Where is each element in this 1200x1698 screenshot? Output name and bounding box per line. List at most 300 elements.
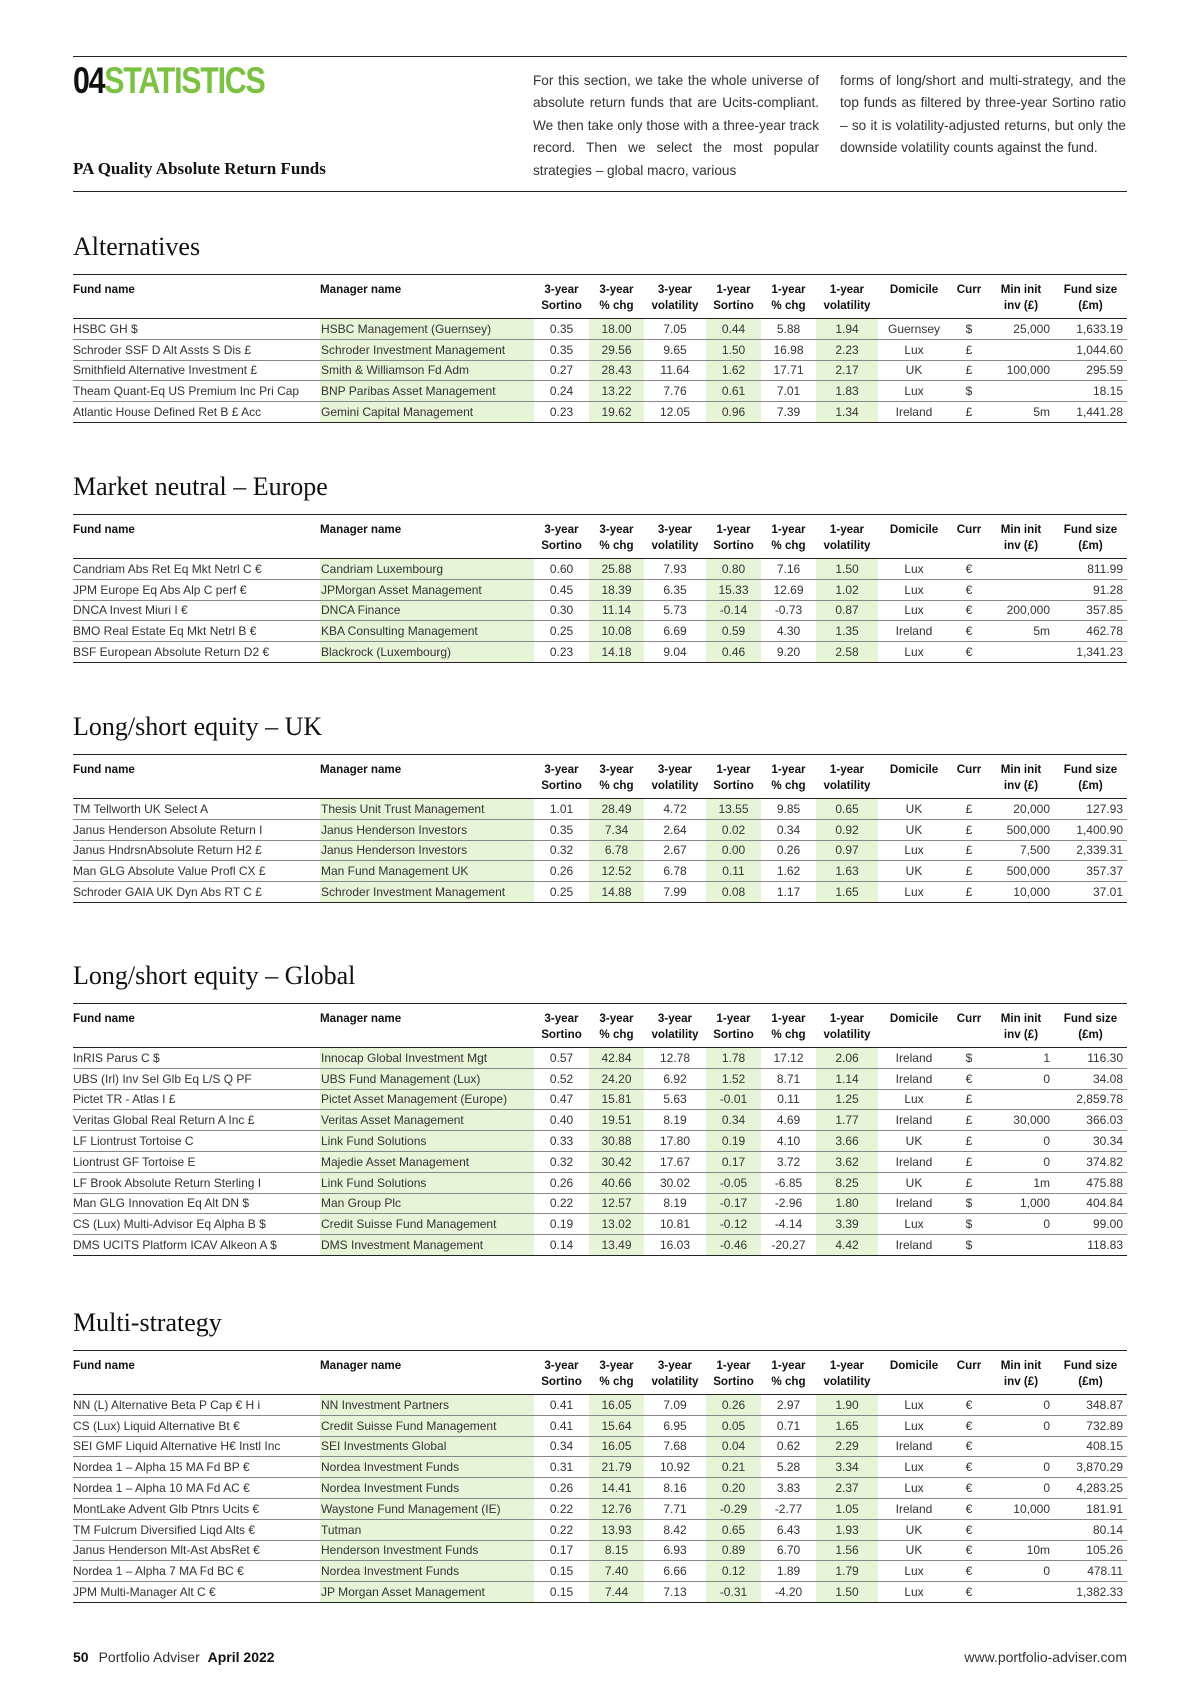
- cell-min-init-inv: [988, 1235, 1054, 1256]
- cell-1yr-volatility: 1.50: [816, 559, 878, 580]
- cell-fund-name: Nordea 1 – Alpha 15 MA Fd BP €: [73, 1457, 320, 1478]
- column-header-top: 3-year: [657, 283, 693, 296]
- cell-manager-name: Janus Henderson Investors: [320, 840, 534, 861]
- cell-3yr-pct-chg: 16.05: [589, 1436, 644, 1457]
- cell-fund-size: 348.87: [1054, 1395, 1127, 1416]
- cell-1yr-sortino: 0.96: [706, 402, 761, 423]
- column-header-top: Curr: [956, 283, 982, 296]
- cell-fund-size: 295.59: [1054, 360, 1127, 381]
- column-header-bottom: % chg: [771, 299, 806, 312]
- cell-3yr-pct-chg: 19.62: [589, 402, 644, 423]
- cell-currency: €: [950, 1436, 988, 1457]
- cell-min-init-inv: 0: [988, 1068, 1054, 1089]
- cell-1yr-pct-chg: 1.17: [776, 885, 801, 900]
- cell-currency: €: [965, 1585, 973, 1600]
- column-header-currency: [950, 755, 988, 799]
- cell-1yr-pct-chg: 9.85: [761, 799, 816, 820]
- column-header-currency: [950, 1004, 988, 1048]
- cell-1yr-volatility: 3.39: [816, 1214, 878, 1235]
- cell-manager-name: HSBC Management (Guernsey): [320, 319, 534, 340]
- column-header-1yr-volatility: [816, 515, 878, 559]
- cell-1yr-sortino: -0.29: [706, 1498, 761, 1519]
- cell-min-init-inv: 20,000: [988, 799, 1054, 820]
- cell-1yr-pct-chg: 12.69: [761, 579, 816, 600]
- fund-table: [73, 274, 1127, 423]
- cell-domicile: Ireland: [895, 1238, 933, 1253]
- cell-3yr-pct-chg: 29.56: [589, 339, 644, 360]
- column-header-bottom: volatility: [651, 1375, 699, 1388]
- cell-3yr-pct-chg: 7.34: [589, 819, 644, 840]
- column-header-top: 3-year: [599, 1359, 634, 1372]
- table-row: [73, 1561, 1127, 1582]
- cell-1yr-pct-chg: -4.20: [774, 1585, 803, 1600]
- cell-domicile: Ireland: [878, 1110, 950, 1131]
- cell-1yr-pct-chg: -2.96: [761, 1193, 816, 1214]
- cell-min-init-inv: [988, 1089, 1054, 1110]
- cell-1yr-sortino: 0.34: [706, 1110, 761, 1131]
- column-header-top: Min init: [1000, 1359, 1042, 1372]
- column-header-3yr-volatility: [644, 275, 706, 319]
- column-header-1yr-pct-chg: [761, 275, 816, 319]
- cell-currency: $: [950, 1214, 988, 1235]
- cell-1yr-sortino: 1.62: [706, 360, 761, 381]
- cell-currency: €: [950, 1415, 988, 1436]
- issue-date: April 2022: [207, 1649, 275, 1665]
- cell-domicile: Lux: [904, 645, 924, 660]
- cell-1yr-pct-chg: 6.43: [761, 1519, 816, 1540]
- cell-1yr-volatility: 1.79: [816, 1561, 878, 1582]
- cell-fund-size: 1,400.90: [1054, 819, 1127, 840]
- table-row: [73, 1068, 1127, 1089]
- cell-manager-name: Blackrock (Luxembourg): [320, 642, 534, 663]
- column-header-manager-name: [320, 755, 534, 799]
- table-row: [73, 882, 1127, 903]
- cell-3yr-volatility: 2.64: [644, 819, 706, 840]
- cell-3yr-pct-chg: 14.88: [589, 882, 644, 903]
- cell-3yr-pct-chg: 10.08: [589, 621, 644, 642]
- cell-1yr-pct-chg: -20.27: [771, 1238, 806, 1253]
- column-header-bottom: inv (£): [1003, 1375, 1039, 1388]
- column-header-top: 1-year: [829, 763, 865, 776]
- column-header-3yr-volatility: [644, 755, 706, 799]
- cell-currency: €: [950, 1395, 988, 1416]
- column-header-min-init-inv: [988, 1351, 1054, 1395]
- column-header-top: Manager name: [320, 763, 402, 776]
- column-header-manager-name: [320, 1351, 534, 1395]
- cell-1yr-volatility: 2.37: [816, 1478, 878, 1499]
- table-row: [73, 642, 1127, 663]
- cell-3yr-volatility: 30.02: [644, 1172, 706, 1193]
- cell-3yr-volatility: 5.73: [644, 600, 706, 621]
- cell-1yr-sortino: 0.17: [706, 1151, 761, 1172]
- cell-3yr-volatility: 7.76: [644, 381, 706, 402]
- cell-currency: €: [950, 621, 988, 642]
- cell-domicile: Lux: [878, 559, 950, 580]
- column-header-1yr-volatility: [816, 1351, 878, 1395]
- column-header-top: 1-year: [829, 1359, 865, 1372]
- cell-3yr-volatility: 6.93: [644, 1540, 706, 1561]
- table-row: [73, 360, 1127, 381]
- cell-fund-size: 34.08: [1054, 1068, 1127, 1089]
- cell-3yr-pct-chg: 8.15: [589, 1540, 644, 1561]
- cell-fund-name: DMS UCITS Platform ICAV Alkeon A $: [73, 1238, 277, 1253]
- publication-name: Portfolio Adviser: [98, 1649, 200, 1665]
- column-header-domicile: [878, 515, 950, 559]
- cell-min-init-inv: 1,000: [988, 1193, 1054, 1214]
- cell-min-init-inv: 10,000: [1013, 885, 1050, 900]
- cell-1yr-volatility: 8.25: [816, 1172, 878, 1193]
- cell-fund-name: LF Brook Absolute Return Sterling I: [73, 1172, 320, 1193]
- column-header-top: Domicile: [889, 1012, 939, 1025]
- cell-min-init-inv: [988, 381, 1054, 402]
- cell-3yr-volatility: 7.71: [644, 1498, 706, 1519]
- column-header-currency: [950, 275, 988, 319]
- cell-min-init-inv: 10m: [988, 1540, 1054, 1561]
- table-title: Market neutral – Europe: [73, 472, 328, 501]
- cell-domicile: Lux: [878, 339, 950, 360]
- cell-1yr-pct-chg: 0.71: [761, 1415, 816, 1436]
- cell-3yr-sortino: 0.24: [534, 381, 589, 402]
- cell-domicile: Lux: [878, 1561, 950, 1582]
- column-header-top: 1-year: [716, 1012, 751, 1025]
- cell-fund-size: 80.14: [1054, 1519, 1127, 1540]
- cell-min-init-inv: 0: [988, 1395, 1054, 1416]
- cell-fund-size: 18.15: [1054, 381, 1127, 402]
- table-row: [73, 1131, 1127, 1152]
- cell-manager-name: Henderson Investment Funds: [320, 1540, 534, 1561]
- column-header-bottom: volatility: [823, 1375, 871, 1388]
- cell-1yr-sortino: 0.46: [706, 642, 761, 663]
- cell-1yr-sortino: -0.05: [706, 1172, 761, 1193]
- cell-min-init-inv: 0: [988, 1214, 1054, 1235]
- cell-fund-size: 1,044.60: [1054, 339, 1127, 360]
- table-row: [73, 319, 1127, 340]
- cell-1yr-sortino: -0.14: [706, 600, 761, 621]
- cell-3yr-sortino: 0.19: [534, 1214, 589, 1235]
- cell-1yr-sortino: 0.21: [706, 1457, 761, 1478]
- column-header-1yr-pct-chg: [761, 755, 816, 799]
- table-section-market-neutral-europe: [73, 472, 1127, 663]
- cell-1yr-sortino: 0.65: [706, 1519, 761, 1540]
- table-row: [73, 1498, 1127, 1519]
- cell-fund-name: Theam Quant-Eq US Premium Inc Pri Cap: [73, 381, 320, 402]
- column-header-fund-name: [73, 515, 320, 559]
- column-header-bottom: (£m): [1078, 299, 1103, 312]
- cell-3yr-volatility: 17.67: [644, 1151, 706, 1172]
- table-section-alternatives: [73, 232, 1127, 423]
- column-header-manager-name: [320, 275, 534, 319]
- cell-fund-name: CS (Lux) Liquid Alternative Bt €: [73, 1415, 320, 1436]
- cell-1yr-pct-chg: 0.34: [761, 819, 816, 840]
- cell-1yr-sortino: 0.59: [706, 621, 761, 642]
- cell-fund-size: 357.37: [1054, 861, 1127, 882]
- cell-1yr-pct-chg: -6.85: [761, 1172, 816, 1193]
- cell-fund-name: JPM Europe Eq Abs Alp C perf €: [73, 579, 320, 600]
- cell-manager-name: Credit Suisse Fund Management: [320, 1415, 534, 1436]
- cell-fund-name: UBS (Irl) Inv Sel Glb Eq L/S Q PF: [73, 1068, 320, 1089]
- column-header-bottom: volatility: [823, 299, 871, 312]
- column-header-top: 3-year: [544, 1012, 579, 1025]
- cell-3yr-sortino: 0.57: [534, 1048, 589, 1069]
- column-header-top: 1-year: [716, 1359, 751, 1372]
- cell-3yr-volatility: 17.80: [644, 1131, 706, 1152]
- cell-1yr-pct-chg: 0.62: [761, 1436, 816, 1457]
- column-header-top: 3-year: [657, 523, 693, 536]
- cell-min-init-inv: 5m: [988, 621, 1054, 642]
- column-header-top: 1-year: [771, 283, 806, 296]
- cell-3yr-sortino: 0.17: [534, 1540, 589, 1561]
- column-header-fund-size: [1054, 275, 1127, 319]
- table-row: [73, 1235, 1127, 1256]
- cell-manager-name: Schroder Investment Management: [320, 882, 534, 903]
- column-header-top: 1-year: [771, 523, 806, 536]
- cell-fund-size: 118.83: [1087, 1238, 1123, 1253]
- cell-fund-name: Janus Henderson Mlt-Ast AbsRet €: [73, 1540, 320, 1561]
- cell-3yr-pct-chg: 30.88: [589, 1131, 644, 1152]
- column-header-bottom: Sortino: [541, 1375, 582, 1388]
- column-header-top: 3-year: [657, 763, 693, 776]
- column-header-manager-name: [320, 515, 534, 559]
- cell-1yr-sortino: 1.50: [706, 339, 761, 360]
- cell-3yr-pct-chg: 15.81: [589, 1089, 644, 1110]
- column-header-1yr-pct-chg: [761, 515, 816, 559]
- cell-1yr-pct-chg: 7.39: [776, 405, 801, 420]
- cell-3yr-pct-chg: 18.00: [589, 319, 644, 340]
- cell-3yr-sortino: 0.27: [534, 360, 589, 381]
- column-header-bottom: volatility: [651, 779, 699, 792]
- column-header-1yr-volatility: [816, 755, 878, 799]
- table-section-multi-strategy: [73, 1308, 1127, 1603]
- cell-currency: £: [950, 840, 988, 861]
- cell-currency: €: [950, 559, 988, 580]
- cell-manager-name: Smith & Williamson Fd Adm: [320, 360, 534, 381]
- column-header-bottom: Sortino: [713, 299, 754, 312]
- cell-fund-size: 462.78: [1054, 621, 1127, 642]
- column-header-top: 1-year: [716, 763, 751, 776]
- cell-1yr-volatility: 2.29: [816, 1436, 878, 1457]
- cell-1yr-volatility: 2.23: [816, 339, 878, 360]
- column-header-min-init-inv: [988, 275, 1054, 319]
- column-header-3yr-pct-chg: [589, 515, 644, 559]
- column-header-currency: [950, 515, 988, 559]
- table-row: [73, 381, 1127, 402]
- column-header-domicile: [878, 275, 950, 319]
- cell-3yr-pct-chg: 7.40: [589, 1561, 644, 1582]
- column-header-bottom: % chg: [771, 779, 806, 792]
- column-header-top: 3-year: [544, 283, 579, 296]
- column-header-1yr-pct-chg: [761, 1004, 816, 1048]
- column-header-top: Fund name: [73, 523, 135, 536]
- cell-1yr-volatility: 1.65: [816, 1415, 878, 1436]
- column-header-bottom: % chg: [771, 1028, 806, 1041]
- cell-3yr-sortino: 0.22: [534, 1519, 589, 1540]
- cell-3yr-sortino: 1.01: [534, 799, 589, 820]
- cell-3yr-volatility: 11.64: [644, 360, 706, 381]
- cell-manager-name: Innocap Global Investment Mgt: [320, 1048, 534, 1069]
- cell-manager-name: Credit Suisse Fund Management: [320, 1214, 534, 1235]
- cell-min-init-inv: [988, 339, 1054, 360]
- cell-manager-name: Gemini Capital Management: [320, 402, 534, 423]
- cell-3yr-sortino: 0.45: [534, 579, 589, 600]
- cell-1yr-volatility: 1.63: [816, 861, 878, 882]
- cell-domicile: Lux: [878, 600, 950, 621]
- cell-manager-name: Waystone Fund Management (IE): [320, 1498, 534, 1519]
- cell-1yr-pct-chg: 0.11: [761, 1089, 816, 1110]
- cell-3yr-pct-chg: 12.57: [589, 1193, 644, 1214]
- column-header-top: Curr: [956, 763, 982, 776]
- cell-currency: £: [965, 885, 973, 900]
- column-header-top: Fund name: [73, 1012, 135, 1025]
- cell-fund-size: 1,341.23: [1076, 645, 1123, 660]
- table-row: [73, 339, 1127, 360]
- cell-fund-size: 4,283.25: [1054, 1478, 1127, 1499]
- column-header-bottom: Sortino: [541, 539, 582, 552]
- cell-3yr-pct-chg: 13.49: [589, 1235, 644, 1256]
- table-title: Long/short equity – UK: [73, 712, 323, 741]
- cell-3yr-volatility: 7.99: [663, 885, 687, 900]
- cell-fund-name: SEI GMF Liquid Alternative H€ Instl Inc: [73, 1436, 320, 1457]
- cell-manager-name: Tutman: [320, 1519, 534, 1540]
- cell-manager-name: Janus Henderson Investors: [320, 819, 534, 840]
- column-header-fund-size: [1054, 1351, 1127, 1395]
- cell-1yr-volatility: 1.77: [816, 1110, 878, 1131]
- cell-3yr-pct-chg: 12.52: [589, 861, 644, 882]
- cell-3yr-pct-chg: 18.39: [589, 579, 644, 600]
- table-row: [73, 1519, 1127, 1540]
- column-header-top: 3-year: [657, 1359, 693, 1372]
- cell-1yr-pct-chg: 3.72: [761, 1151, 816, 1172]
- cell-manager-name: Nordea Investment Funds: [320, 1478, 534, 1499]
- cell-1yr-pct-chg: 3.83: [761, 1478, 816, 1499]
- column-header-bottom: Sortino: [713, 1375, 754, 1388]
- cell-1yr-volatility: 1.80: [816, 1193, 878, 1214]
- cell-3yr-pct-chg: 12.76: [589, 1498, 644, 1519]
- cell-domicile: Lux: [878, 1089, 950, 1110]
- cell-3yr-sortino: 0.23: [549, 645, 574, 660]
- cell-1yr-volatility: 0.65: [816, 799, 878, 820]
- cell-1yr-sortino: 0.00: [706, 840, 761, 861]
- cell-3yr-pct-chg: 6.78: [589, 840, 644, 861]
- cell-1yr-sortino: 0.08: [706, 882, 761, 903]
- cell-fund-size: 408.15: [1054, 1436, 1127, 1457]
- cell-manager-name: Man Fund Management UK: [320, 861, 534, 882]
- column-header-bottom: volatility: [651, 539, 699, 552]
- column-header-3yr-sortino: [534, 275, 589, 319]
- cell-1yr-pct-chg: 2.97: [761, 1395, 816, 1416]
- cell-3yr-pct-chg: 13.02: [589, 1214, 644, 1235]
- column-header-min-init-inv: [988, 515, 1054, 559]
- cell-domicile: Lux: [904, 1585, 924, 1600]
- cell-manager-name: Nordea Investment Funds: [320, 1561, 534, 1582]
- cell-1yr-sortino: 0.04: [706, 1436, 761, 1457]
- cell-currency: £: [965, 405, 973, 420]
- cell-1yr-volatility: 1.14: [816, 1068, 878, 1089]
- cell-fund-name: Nordea 1 – Alpha 7 MA Fd BC €: [73, 1561, 320, 1582]
- cell-domicile: Ireland: [895, 405, 933, 420]
- cell-domicile: Lux: [878, 381, 950, 402]
- cell-manager-name: BNP Paribas Asset Management: [320, 381, 534, 402]
- cell-manager-name: JPMorgan Asset Management: [320, 579, 534, 600]
- cell-1yr-volatility: 3.34: [816, 1457, 878, 1478]
- cell-fund-name: HSBC GH $: [73, 319, 320, 340]
- column-header-top: 3-year: [599, 523, 634, 536]
- cell-1yr-sortino: 1.52: [706, 1068, 761, 1089]
- column-header-1yr-pct-chg: [761, 1351, 816, 1395]
- cell-domicile: UK: [878, 1131, 950, 1152]
- page-subtitle: PA Quality Absolute Return Funds: [73, 159, 326, 178]
- cell-manager-name: JP Morgan Asset Management: [320, 1582, 534, 1603]
- cell-domicile: Ireland: [878, 1068, 950, 1089]
- table-row: [73, 402, 1127, 423]
- cell-fund-size: 374.82: [1054, 1151, 1127, 1172]
- cell-3yr-sortino: 0.15: [549, 1585, 574, 1600]
- column-header-bottom: (£m): [1078, 1028, 1103, 1041]
- cell-3yr-volatility: 6.95: [644, 1415, 706, 1436]
- cell-domicile: Guernsey: [878, 319, 950, 340]
- cell-manager-name: Majedie Asset Management: [320, 1151, 534, 1172]
- cell-1yr-sortino: -0.12: [706, 1214, 761, 1235]
- column-header-1yr-sortino: [706, 515, 761, 559]
- column-header-1yr-volatility: [816, 275, 878, 319]
- column-header-manager-name: [320, 1004, 534, 1048]
- cell-1yr-sortino: 0.20: [706, 1478, 761, 1499]
- cell-domicile: UK: [878, 360, 950, 381]
- table-row: [73, 559, 1127, 580]
- cell-manager-name: KBA Consulting Management: [320, 621, 534, 642]
- cell-1yr-sortino: -0.17: [706, 1193, 761, 1214]
- table-row: [73, 1214, 1127, 1235]
- column-header-min-init-inv: [988, 755, 1054, 799]
- cell-manager-name: Veritas Asset Management: [320, 1110, 534, 1131]
- cell-1yr-pct-chg: 16.98: [761, 339, 816, 360]
- cell-domicile: Lux: [878, 579, 950, 600]
- cell-1yr-volatility: 1.34: [816, 402, 878, 423]
- column-header-min-init-inv: [988, 1004, 1054, 1048]
- column-header-top: Manager name: [320, 1012, 402, 1025]
- cell-domicile: Lux: [878, 1457, 950, 1478]
- column-header-top: 1-year: [829, 1012, 865, 1025]
- cell-min-init-inv: 30,000: [988, 1110, 1054, 1131]
- cell-domicile: Lux: [878, 1395, 950, 1416]
- cell-currency: £: [950, 339, 988, 360]
- cell-fund-name: CS (Lux) Multi-Advisor Eq Alpha B $: [73, 1214, 320, 1235]
- cell-min-init-inv: 0: [988, 1415, 1054, 1436]
- cell-manager-name: Thesis Unit Trust Management: [320, 799, 534, 820]
- column-header-top: 3-year: [544, 523, 579, 536]
- cell-1yr-pct-chg: -4.14: [761, 1214, 816, 1235]
- cell-fund-name: Man GLG Innovation Eq Alt DN $: [73, 1193, 320, 1214]
- table-row: [73, 861, 1127, 882]
- column-header-top: Manager name: [320, 283, 402, 296]
- intro-text-column-2: forms of long/short and multi-strategy, and the top funds as filtered by three-year Sortino ratio – so it is volatility-adjusted returns, but only the downside volatility counts against the fund.: [840, 73, 1126, 156]
- column-header-top: Curr: [956, 1359, 982, 1372]
- cell-1yr-volatility: 4.42: [816, 1235, 878, 1256]
- column-header-bottom: % chg: [599, 299, 634, 312]
- column-header-bottom: (£m): [1078, 539, 1103, 552]
- cell-1yr-pct-chg: 7.01: [761, 381, 816, 402]
- column-header-top: 1-year: [829, 283, 865, 296]
- table-title: Long/short equity – Global: [73, 961, 356, 990]
- column-header-top: Min init: [1000, 763, 1042, 776]
- table-row: [73, 1457, 1127, 1478]
- cell-3yr-pct-chg: 25.88: [589, 559, 644, 580]
- column-header-bottom: inv (£): [1003, 539, 1039, 552]
- table-row: [73, 1395, 1127, 1416]
- cell-fund-size: 2,859.78: [1054, 1089, 1127, 1110]
- cell-3yr-volatility: 8.42: [644, 1519, 706, 1540]
- cell-1yr-volatility: 1.05: [816, 1498, 878, 1519]
- cell-currency: £: [950, 819, 988, 840]
